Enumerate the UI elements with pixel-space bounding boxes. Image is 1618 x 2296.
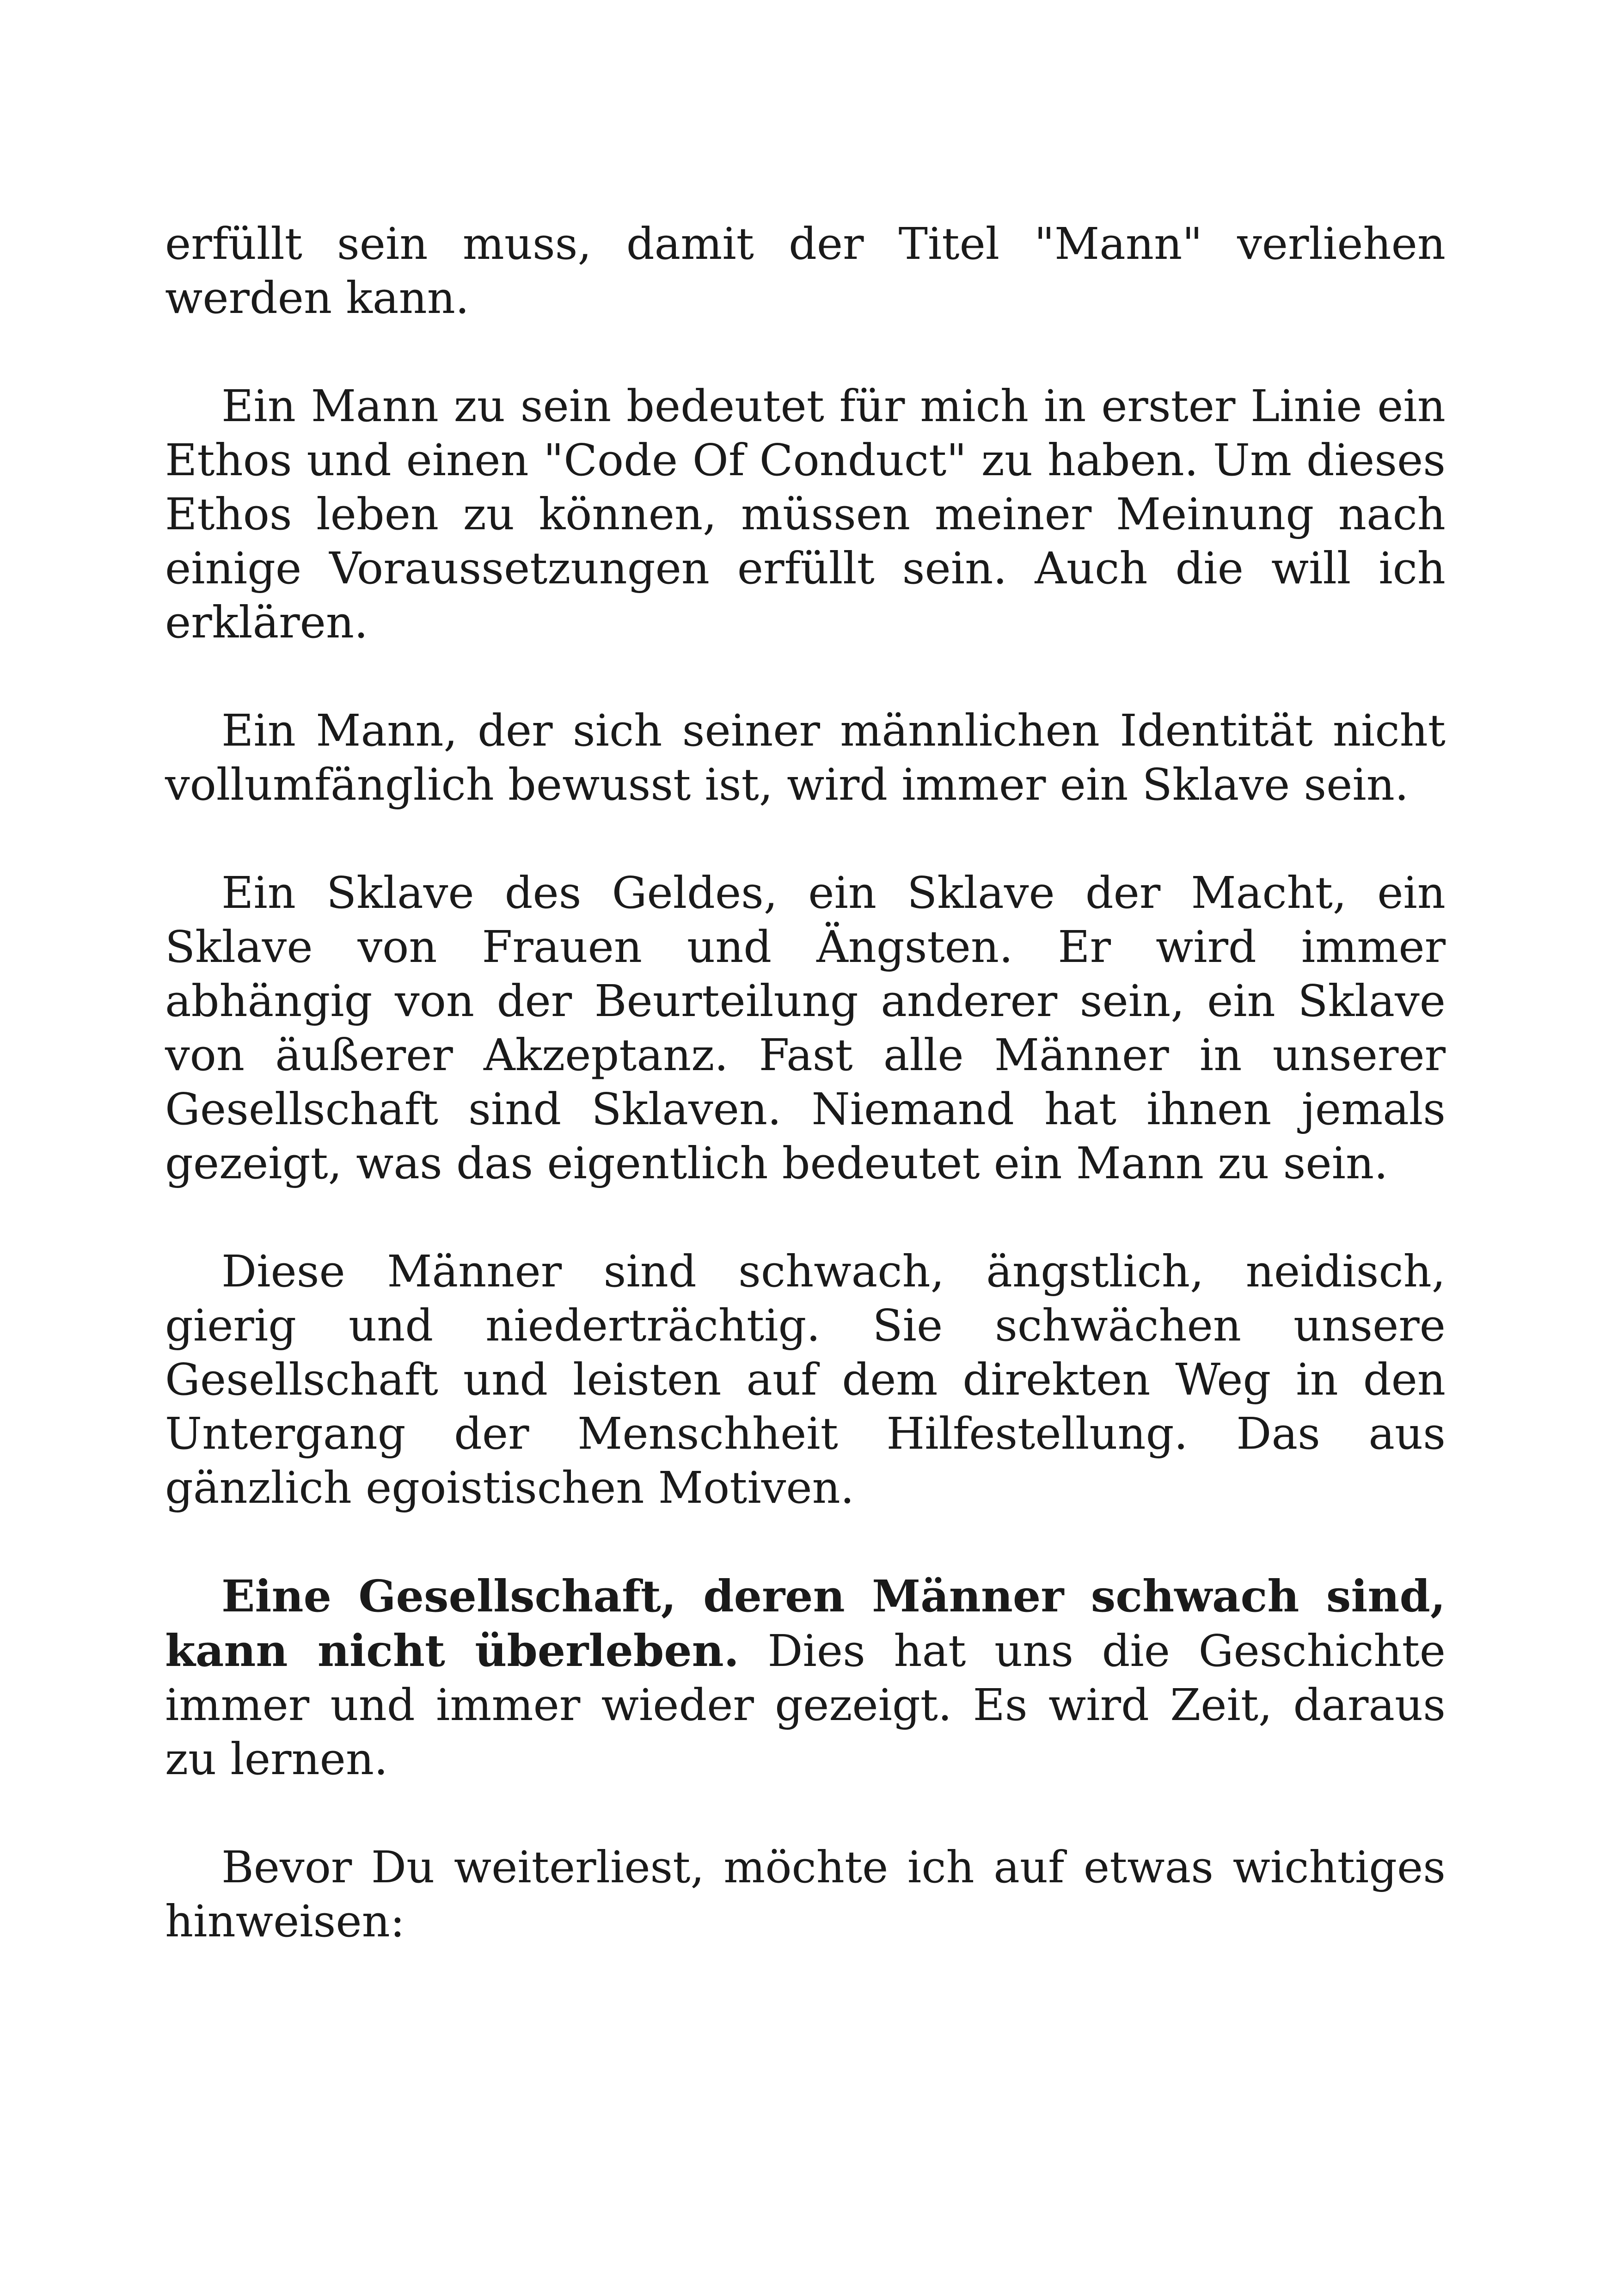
paragraph-slave (165, 866, 1446, 1191)
paragraph-text: erfüllt sein muss, damit der Titel "Mann" verliehen werden kann. (165, 219, 1446, 324)
paragraph-before-reading (165, 1841, 1446, 1949)
paragraph-text: Ein Sklave des Geldes, ein Sklave der Macht, ein Sklave von Frauen und Ängsten. Er wird immer abhängig von der Beurteilung anderer sein, ein Sklave von äußerer Akzeptanz. Fast alle Männer in unserer Gesellschaft sind Sklaven. Niemand hat ihnen jemals gezeigt, was das eigentlich bedeutet ein Mann zu sein. (165, 868, 1446, 1189)
paragraph-text: Diese Männer sind schwach, ängstlich, neidisch, gierig und niederträchtig. Sie schwächen unsere Gesellschaft und leisten auf dem direkten Weg in den Untergang der Menschheit Hilfestellung. Das aus gänzlich egoistischen Motiven. (165, 1246, 1446, 1513)
paragraph-text: Bevor Du weiterliest, möchte ich auf etwas wichtiges hinweisen: (165, 1842, 1446, 1947)
paragraph-identity (165, 704, 1446, 812)
paragraph-text: Dies hat uns die Geschichte immer und immer wieder gezeigt. Es wird Zeit, daraus zu lernen. (165, 1626, 1446, 1785)
paragraph-weak-men (165, 1245, 1446, 1515)
paragraph-continuation (165, 217, 1446, 325)
paragraph-text: Ein Mann, der sich seiner männlichen Identität nicht vollumfänglich bewusst ist, wird immer ein Sklave sein. (165, 705, 1446, 810)
paragraph-ethos (165, 380, 1446, 650)
paragraph-bold-text: Eine Gesellschaft, deren Männer schwach sind, kann nicht überleben. (165, 1571, 1446, 1677)
paragraph-text: Ein Mann zu sein bedeutet für mich in erster Linie ein Ethos und einen "Code Of Conduct" zu haben. Um dieses Ethos leben zu können, müssen meiner Meinung nach einige Voraussetzungen erfüllt sein. Auch die will ich erklären. (165, 381, 1446, 648)
paragraph-society (165, 1569, 1446, 1787)
document-page (165, 217, 1446, 1949)
